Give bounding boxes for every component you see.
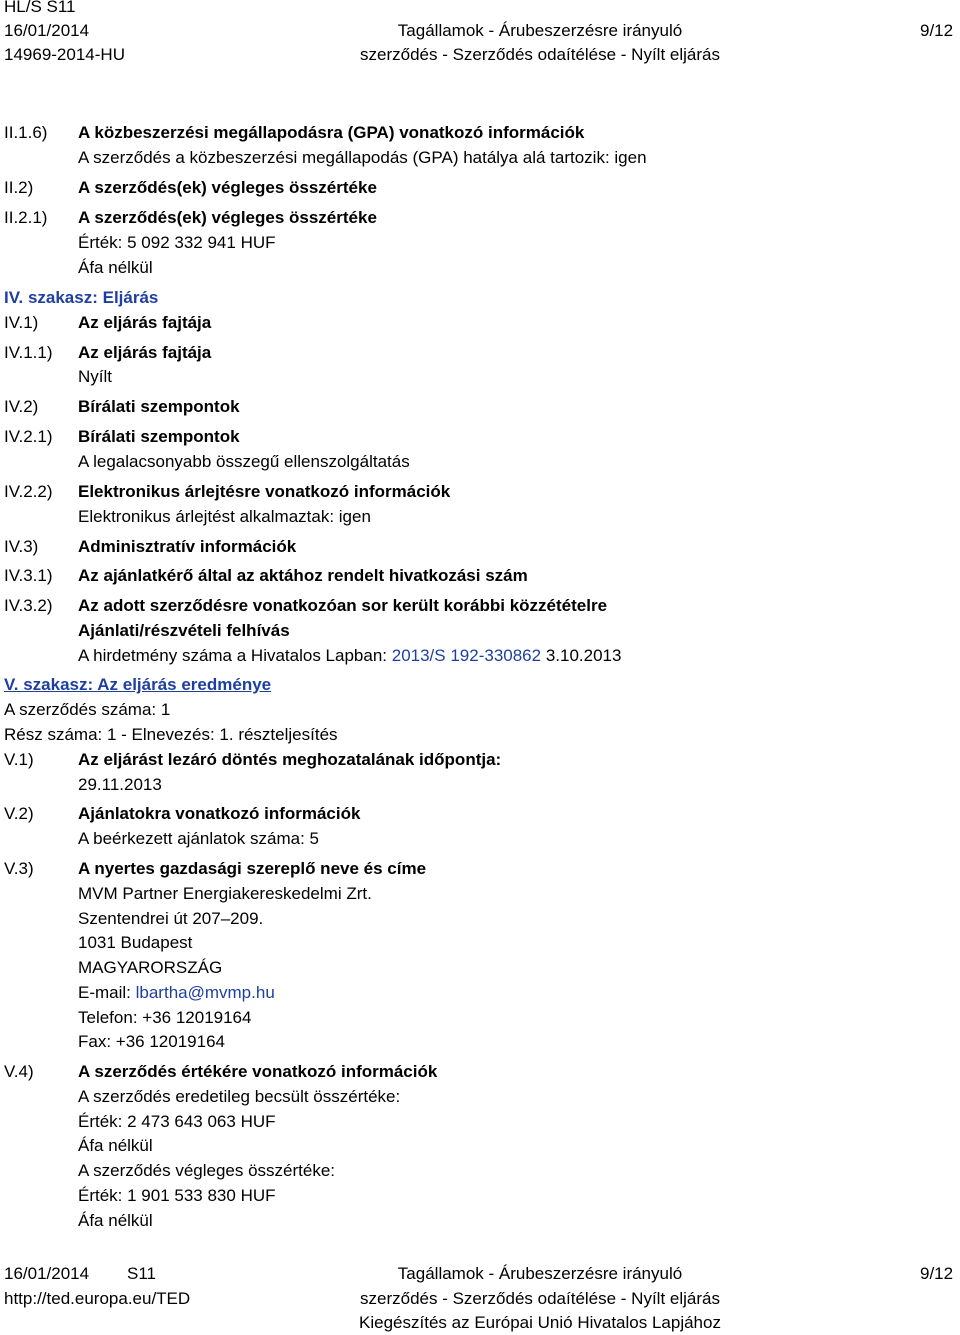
header-doc-number: 14969-2014-HU xyxy=(4,45,125,64)
email-link[interactable]: lbartha@mvmp.hu xyxy=(135,983,275,1002)
header-page-number: 9/12 xyxy=(920,21,954,40)
item-title: Az ajánlatkérő által az aktához rendelt hivatkozási szám xyxy=(78,566,528,585)
winner-street: Szentendrei út 207–209. xyxy=(78,909,264,928)
item-title: Az eljárást lezáró döntés meghozatalának időpontja: xyxy=(78,750,502,769)
winner-name: MVM Partner Energiakereskedelmi Zrt. xyxy=(78,884,372,903)
item-title: Az eljárás fajtája xyxy=(78,313,212,332)
item-title: A szerződés(ek) végleges összértéke xyxy=(78,178,377,197)
item-text: A szerződés a közbeszerzési megállapodás (GPA) hatálya alá tartozik: igen xyxy=(78,148,647,167)
item-number: IV.2.1) xyxy=(4,427,53,446)
item-number: IV.3.1) xyxy=(4,566,53,585)
lot-description: Rész száma: 1 - Elnevezés: 1. részteljesítés xyxy=(4,725,338,744)
final-value-label: A szerződés végleges összértéke: xyxy=(78,1161,336,1180)
item-subtitle: Ajánlati/részvételi felhívás xyxy=(78,621,290,640)
winner-country: MAGYARORSZÁG xyxy=(78,958,223,977)
vat-note: Áfa nélkül xyxy=(78,1136,153,1155)
header-date: 16/01/2014 xyxy=(4,21,90,40)
footer-title-line1: Tagállamok - Árubeszerzésre irányuló xyxy=(397,1264,683,1283)
notice-link[interactable]: 2013/S 192-330862 xyxy=(391,646,542,665)
estimated-value-label: A szerződés eredetileg becsült összértéke: xyxy=(78,1087,401,1106)
notice-reference xyxy=(78,643,621,668)
item-title: A szerződés értékére vonatkozó információk xyxy=(78,1062,438,1081)
item-title: A szerződés(ek) végleges összértéke xyxy=(78,208,377,227)
item-text: Elektronikus árlejtést alkalmaztak: igen xyxy=(78,507,371,526)
item-title: Bírálati szempontok xyxy=(78,397,240,416)
item-title: A nyertes gazdasági szereplő neve és címe xyxy=(78,859,427,878)
item-number: II.2.1) xyxy=(4,208,48,227)
winner-email xyxy=(78,980,275,1005)
header-series: HL/S S11 xyxy=(4,0,76,16)
item-number: IV.1.1) xyxy=(4,343,53,362)
item-title: Az adott szerződésre vonatkozóan sor került korábbi közzétételre xyxy=(78,596,608,615)
footer-date: 16/01/2014 xyxy=(4,1264,90,1283)
footer-page-number: 9/12 xyxy=(920,1264,954,1283)
item-title: Elektronikus árlejtésre vonatkozó információk xyxy=(78,482,451,501)
item-title: A közbeszerzési megállapodásra (GPA) vonatkozó információk xyxy=(78,123,585,142)
contract-number: A szerződés száma: 1 xyxy=(4,700,171,719)
winner-phone: Telefon: +36 12019164 xyxy=(78,1008,252,1027)
email-label: E-mail: xyxy=(78,983,136,1002)
final-value: Érték: 1 901 533 830 HUF xyxy=(78,1186,276,1205)
footer-title-line2: szerződés - Szerződés odaítélése - Nyílt eljárás xyxy=(360,1289,720,1308)
total-value: Érték: 5 092 332 941 HUF xyxy=(78,233,276,252)
item-title: Adminisztratív információk xyxy=(78,537,297,556)
winner-fax: Fax: +36 12019164 xyxy=(78,1032,225,1051)
footer-title-line3: Kiegészítés az Európai Unió Hivatalos Lapjához xyxy=(359,1313,721,1332)
item-title: Ajánlatokra vonatkozó információk xyxy=(78,804,361,823)
item-number: IV.2) xyxy=(4,397,39,416)
item-number: IV.3) xyxy=(4,537,39,556)
vat-note: Áfa nélkül xyxy=(78,258,153,277)
notice-date: 3.10.2013 xyxy=(541,646,622,665)
footer-url[interactable]: http://ted.europa.eu/TED xyxy=(4,1289,191,1308)
item-number: V.4) xyxy=(4,1062,34,1081)
item-number: V.2) xyxy=(4,804,34,823)
item-number: II.1.6) xyxy=(4,123,48,142)
header-title-line2: szerződés - Szerződés odaítélése - Nyílt eljárás xyxy=(360,45,720,64)
award-date: 29.11.2013 xyxy=(78,775,162,794)
item-title: Bírálati szempontok xyxy=(78,427,240,446)
section-heading: V. szakasz: Az eljárás eredménye xyxy=(4,675,272,694)
header-title-line1: Tagállamok - Árubeszerzésre irányuló xyxy=(397,21,683,40)
vat-note: Áfa nélkül xyxy=(78,1211,153,1230)
item-text: Nyílt xyxy=(78,367,112,386)
item-number: IV.3.2) xyxy=(4,596,53,615)
item-number: IV.2.2) xyxy=(4,482,53,501)
item-number: II.2) xyxy=(4,178,34,197)
item-text: A legalacsonyabb összegű ellenszolgáltatás xyxy=(78,452,410,471)
winner-city: 1031 Budapest xyxy=(78,933,193,952)
estimated-value: Érték: 2 473 643 063 HUF xyxy=(78,1112,276,1131)
offers-count: A beérkezett ajánlatok száma: 5 xyxy=(78,829,319,848)
notice-label: A hirdetmény száma a Hivatalos Lapban: xyxy=(78,646,392,665)
section-heading: IV. szakasz: Eljárás xyxy=(4,288,159,307)
footer-series: S11 xyxy=(127,1264,156,1283)
item-number: IV.1) xyxy=(4,313,39,332)
item-title: Az eljárás fajtája xyxy=(78,343,212,362)
item-number: V.1) xyxy=(4,750,34,769)
item-number: V.3) xyxy=(4,859,34,878)
